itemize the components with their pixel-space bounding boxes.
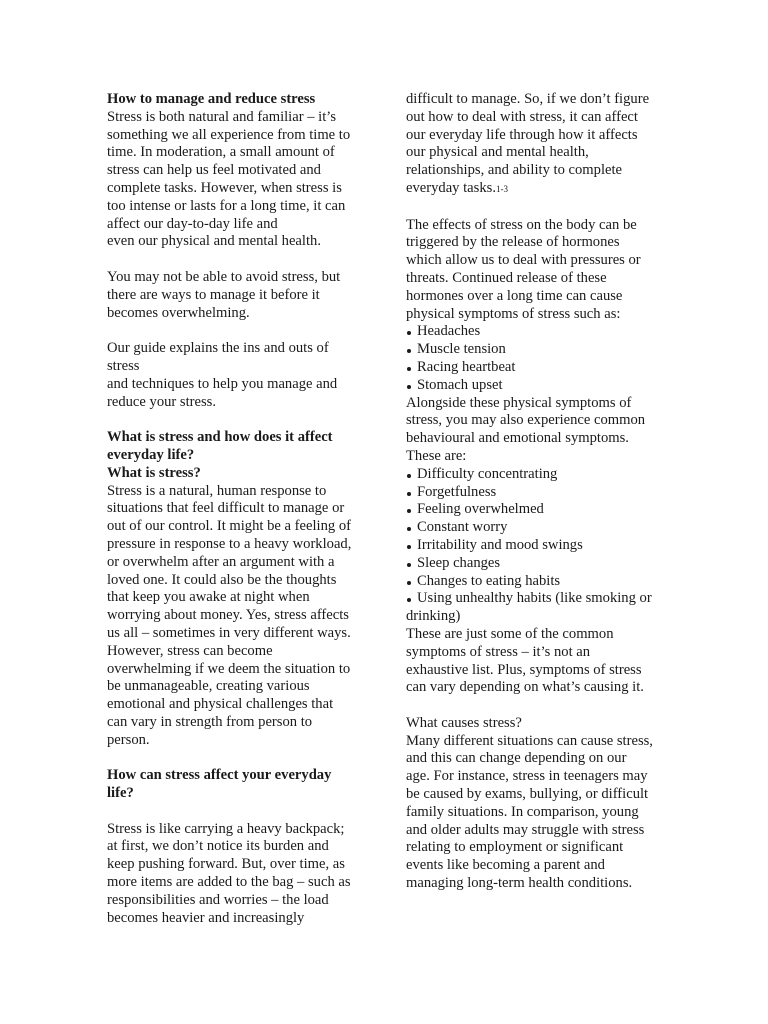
text-line: emotional and physical challenges that [107, 696, 334, 713]
heading-line: How can stress affect your everyday [107, 767, 332, 784]
list-item: Sleep changes [406, 555, 668, 573]
text-line: becomes overwhelming. [107, 304, 250, 321]
text-line: and techniques to help you manage and [107, 375, 338, 392]
text-line: responsibilities and worries – the load [107, 891, 329, 908]
text-line: behavioural and emotional symptoms. [406, 430, 629, 447]
text-line: there are ways to manage it before it [107, 286, 320, 303]
guide-paragraph [107, 340, 365, 411]
text-line: our everyday life through how it affects [406, 126, 638, 143]
text-line: threats. Continued release of these [406, 269, 607, 286]
text-line: You may not be able to avoid stress, but [107, 268, 341, 285]
alongside-paragraph [406, 395, 668, 466]
list-item: Irritability and mood swings [406, 537, 668, 555]
text-line: out how to deal with stress, it can affect [406, 108, 638, 125]
text-line: can vary depending on what’s causing it. [406, 679, 644, 696]
text-line: overwhelming if we deem the situation to [107, 660, 351, 677]
common-symptoms-paragraph [406, 626, 668, 697]
subsection-heading: What is stress? [107, 464, 201, 481]
list-item: Headaches [406, 323, 668, 341]
text-line: These are: [406, 447, 467, 464]
text-line: Stress is a natural, human response to [107, 482, 327, 499]
text-line: something we all experience from time to [107, 126, 351, 143]
text-line: These are just some of the common [406, 625, 614, 642]
text-line: pressure in response to a heavy workload, [107, 535, 352, 552]
effects-paragraph [406, 217, 668, 324]
list-item: Forgetfulness [406, 484, 668, 502]
text-line: becomes heavier and increasingly [107, 909, 305, 926]
reference-marker: 1-3 [495, 183, 508, 194]
list-item: Changes to eating habits [406, 573, 668, 591]
text-line: difficult to manage. So, if we don’t figure [406, 91, 650, 107]
text-line: However, stress can become [107, 642, 273, 659]
text-line: too intense or lasts for a long time, it can [107, 197, 346, 214]
heading-line: everyday life? [107, 446, 195, 463]
heading-line: life? [107, 785, 134, 802]
section-heading [107, 429, 365, 465]
left-column [107, 91, 365, 927]
text-line: be unmanageable, creating various [107, 678, 310, 695]
paragraph-gap [406, 199, 668, 217]
text-line: Stress is like carrying a heavy backpack; [107, 820, 345, 837]
paragraph-gap [107, 322, 365, 340]
text-line: stress [107, 357, 140, 374]
text-line: or overwhelm after an argument with a [107, 553, 335, 570]
physical-symptoms-list [406, 323, 668, 394]
text-line: and older adults may struggle with stress [406, 821, 645, 838]
paragraph-gap [107, 411, 365, 429]
text-line: even our physical and mental health. [107, 233, 321, 250]
text-line: loved one. It could also be the thoughts [107, 571, 337, 588]
text-line: Stress is both natural and familiar – it’s [107, 108, 337, 125]
text-line [406, 180, 668, 199]
text-line: relationships, and ability to complete [406, 162, 623, 179]
paragraph-gap [107, 803, 365, 821]
text-line: situations that feel difficult to manage or [107, 500, 345, 517]
text-line: hormones over a long time can cause [406, 287, 623, 304]
list-item: Difficulty concentrating [406, 466, 668, 484]
text-line: worrying about money. Yes, stress affects [107, 607, 349, 624]
text-line: out of our control. It might be a feeling of [107, 518, 351, 535]
causes-heading: What causes stress? [406, 714, 522, 731]
text-line: managing long-term health conditions. [406, 875, 633, 892]
paragraph-gap [406, 697, 668, 715]
avoid-stress-paragraph [107, 269, 365, 322]
text-line: Many different situations can cause stress, [406, 732, 653, 749]
text-line: physical symptoms of stress such as: [406, 305, 621, 322]
list-item: Using unhealthy habits (like smoking or [406, 590, 668, 608]
paragraph-gap [107, 749, 365, 767]
text-line: age. For instance, stress in teenagers may [406, 768, 648, 785]
text-line: relating to employment or significant [406, 839, 624, 856]
list-item: Racing heartbeat [406, 359, 668, 377]
text-line: can vary in strength from person to [107, 713, 313, 730]
text-line: triggered by the release of hormones [406, 234, 620, 251]
text-line: stress, you may also experience common [406, 412, 646, 429]
list-item-continuation: drinking) [406, 608, 461, 625]
text-line: events like becoming a parent and [406, 857, 605, 874]
text-line: time. In moderation, a small amount of [107, 144, 335, 161]
list-item: Constant worry [406, 519, 668, 537]
text-line: be caused by exams, bullying, or difficult [406, 786, 649, 803]
text-line: The effects of stress on the body can be [406, 216, 637, 233]
list-item: Muscle tension [406, 341, 668, 359]
text-line: our physical and mental health, [406, 144, 589, 161]
text-line: keep pushing forward. But, over time, as [107, 856, 345, 873]
heading-line: What is stress and how does it affect [107, 429, 333, 446]
list-item: Stomach upset [406, 377, 668, 395]
text-line: exhaustive list. Plus, symptoms of stress [406, 661, 642, 678]
text-line: complete tasks. However, when stress is [107, 179, 342, 196]
right-column [406, 91, 668, 893]
causes-paragraph [406, 733, 668, 893]
paragraph-gap [107, 251, 365, 269]
text-line: which allow us to deal with pressures or [406, 252, 641, 269]
text-line: more items are added to the bag – such as [107, 874, 351, 891]
text-line: family situations. In comparison, young [406, 803, 639, 820]
backpack-paragraph [107, 821, 365, 928]
continued-paragraph [406, 91, 668, 199]
section-heading [107, 767, 365, 803]
text-fragment: everyday tasks. [406, 179, 496, 196]
emotional-symptoms-list [406, 466, 668, 626]
what-is-stress-paragraph [107, 483, 365, 750]
text-line: stress can help us feel motivated and [107, 162, 321, 179]
text-line: Our guide explains the ins and outs of [107, 340, 329, 357]
text-line: symptoms of stress – it’s not an [406, 643, 591, 660]
text-line: affect our day-to-day life and [107, 215, 278, 232]
text-line: Alongside these physical symptoms of [406, 394, 632, 411]
text-line: that keep you awake at night when [107, 589, 310, 606]
text-line: at first, we don’t notice its burden and [107, 838, 329, 855]
text-line: person. [107, 731, 150, 748]
text-line: reduce your stress. [107, 393, 217, 410]
text-line: and this can change depending on our [406, 750, 627, 767]
text-line: us all – sometimes in very different ways. [107, 624, 351, 641]
list-item: Feeling overwhelmed [406, 501, 668, 519]
intro-paragraph [107, 109, 365, 251]
document-title: How to manage and reduce stress [107, 91, 316, 107]
